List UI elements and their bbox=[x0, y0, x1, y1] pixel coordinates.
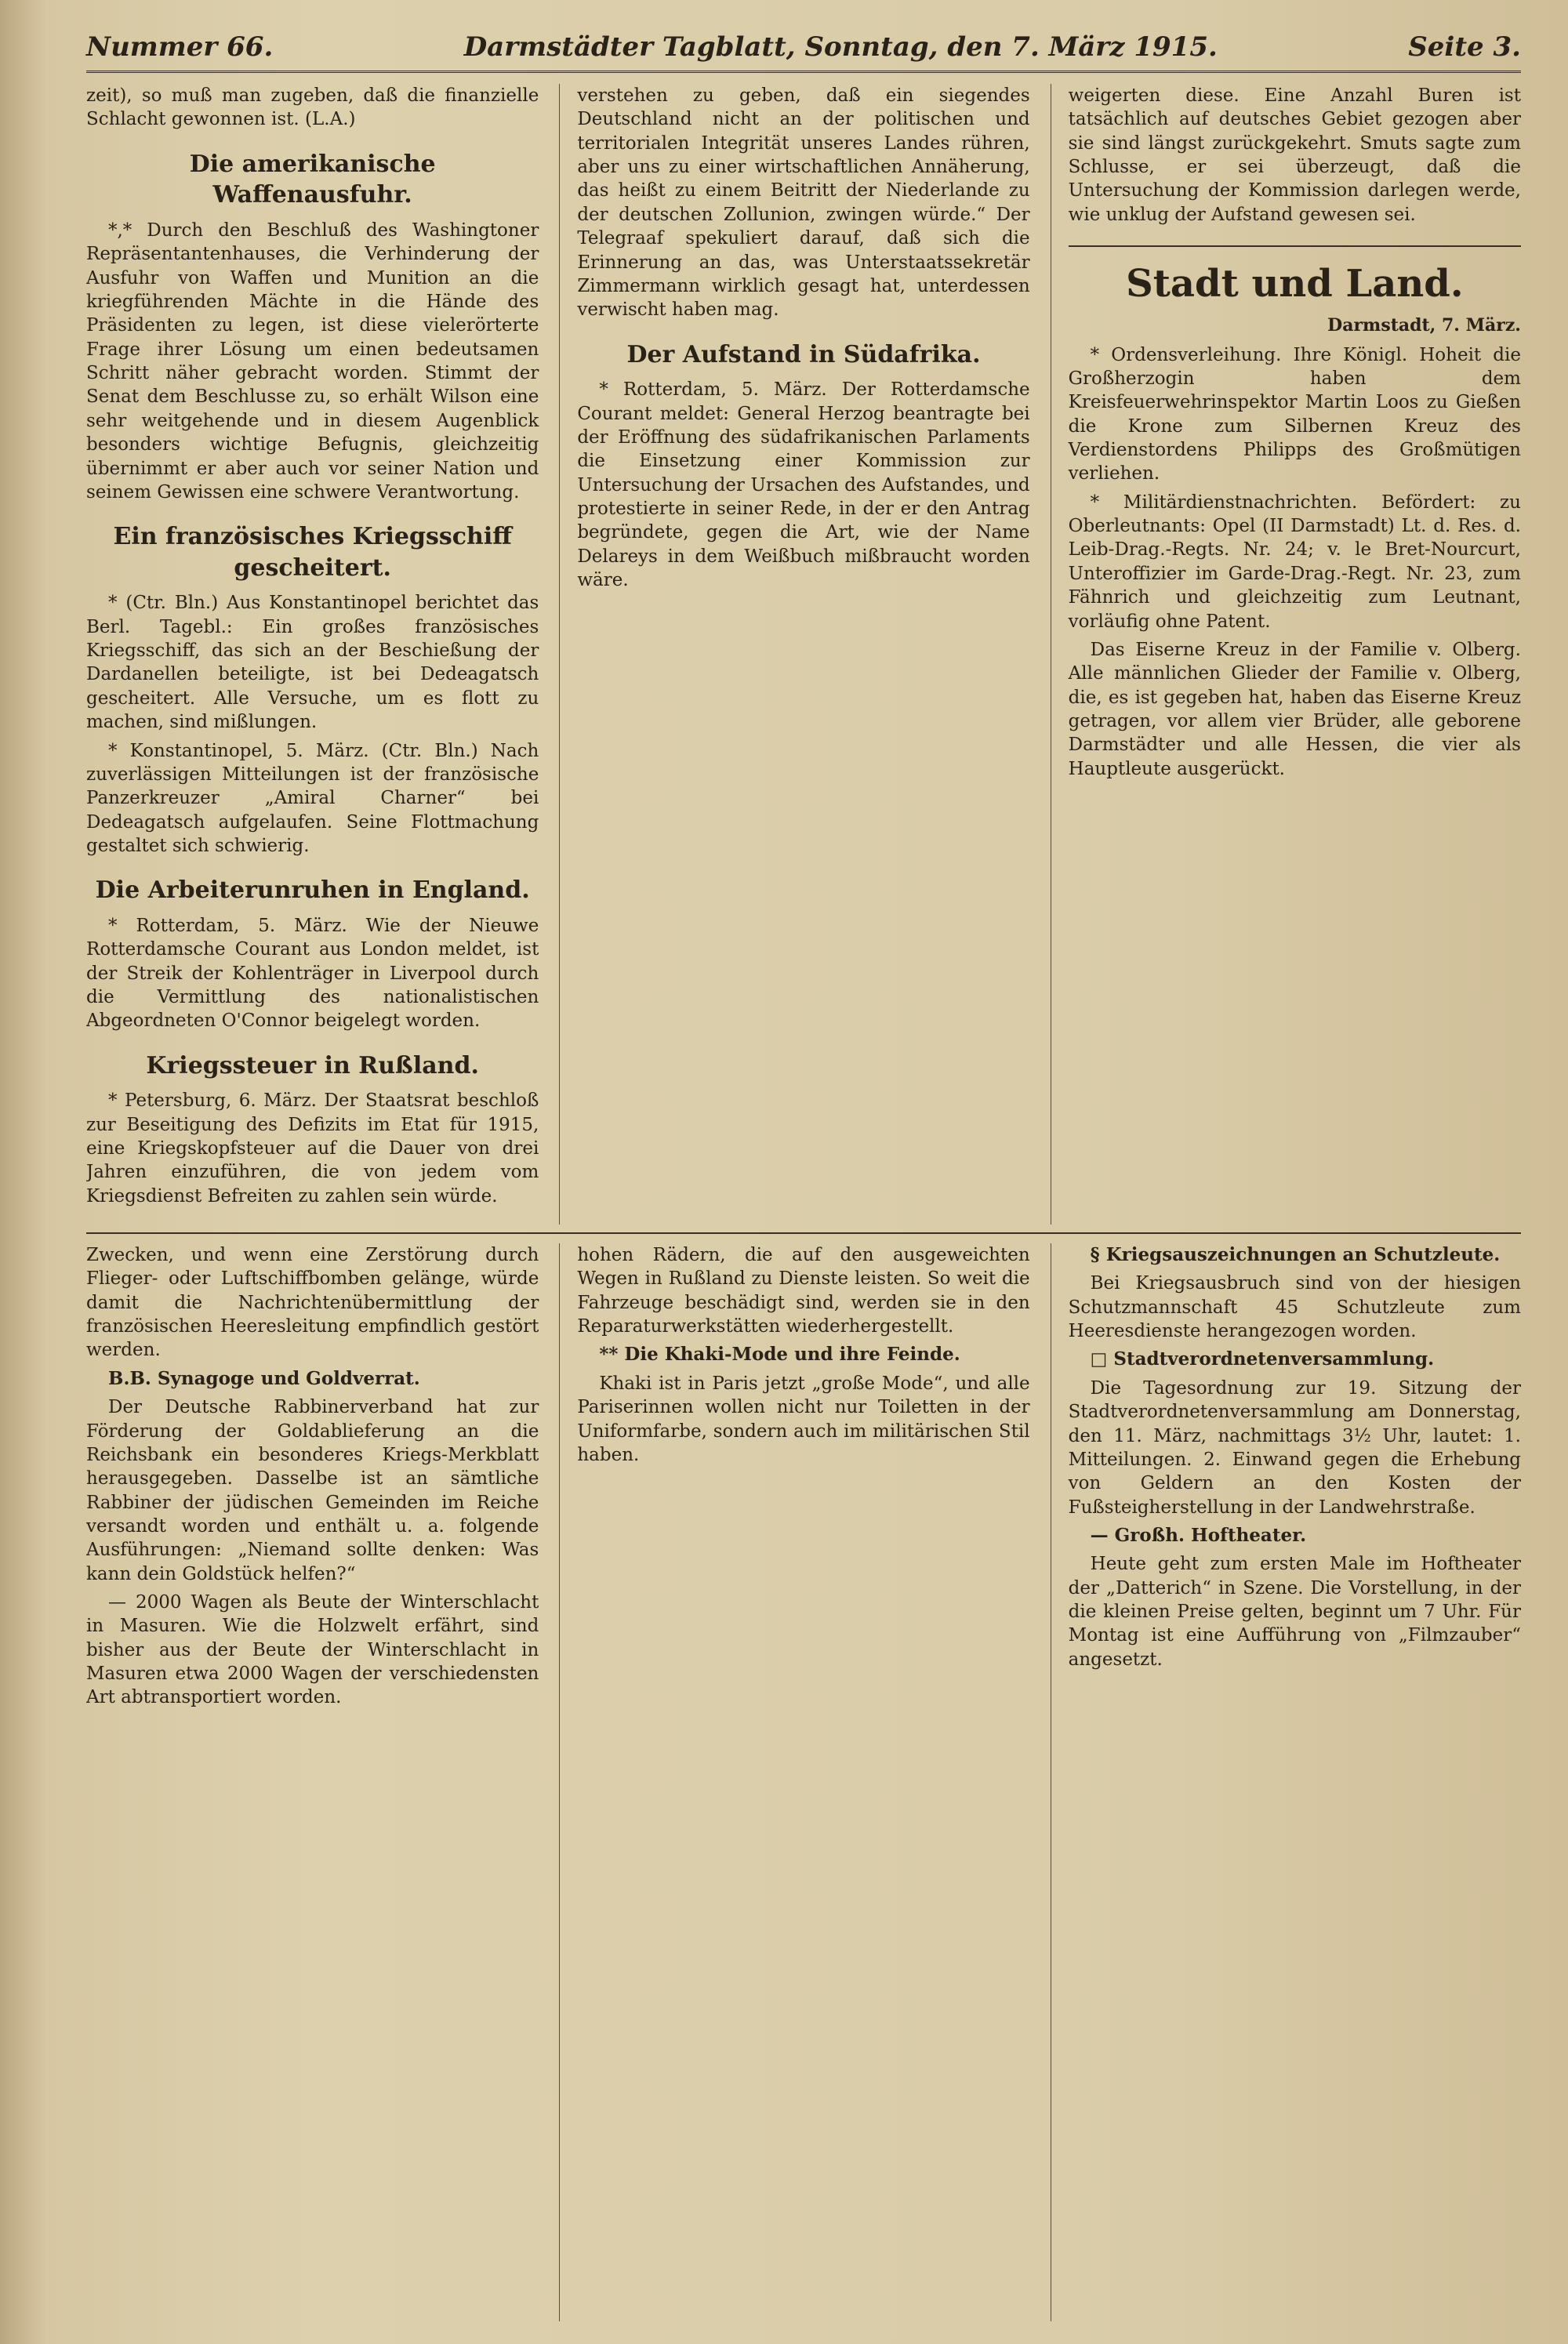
section-heading: Stadt und Land. bbox=[1069, 245, 1521, 309]
article-text: * Petersburg, 6. März. Der Staatsrat beschloß zur Beseitigung des Defizits im Etat für 1915, eine Kriegskopfsteuer auf die Dauer von drei Jahren einzuführen, die von jedem vom Kriegsdienst Befreiten zu zahlen sein würde. bbox=[86, 1090, 539, 1206]
article-text: hohen Rädern, die auf den ausgeweichten Wegen in Rußland zu Dienste leisten. So weit die Fahrzeuge beschädigt sind, werden sie in den Reparaturwerkstätten wiederhergestellt. bbox=[577, 1245, 1030, 1337]
article-heading: Der Aufstand in Südafrika. bbox=[626, 340, 981, 368]
article-heading: Die Arbeiterunruhen in England. bbox=[95, 876, 530, 905]
dateline: Darmstadt, 7. März. bbox=[1327, 314, 1521, 336]
article-heading: § Kriegsauszeichnungen an Schutzleute. bbox=[1090, 1244, 1501, 1265]
lower-column-2 bbox=[559, 1243, 1029, 2321]
lower-column-3 bbox=[1051, 1243, 1521, 2321]
article-text: * Rotterdam, 5. März. Wie der Nieuwe Rotterdamsche Courant aus London meldet, ist der Streik der Kohlenträger in Liverpool durch die Vermittlung des nationalistischen Abgeordneten O'Connor beigelegt worden. bbox=[86, 915, 539, 1032]
issue-number: Nummer 66. bbox=[86, 31, 274, 63]
masthead-title: Darmstädter Tagblatt, Sonntag, den 7. März 1915. bbox=[463, 31, 1218, 63]
article-text: Die Tagesordnung zur 19. Sitzung der Stadtverordnetenversammlung am Donnerstag, den 11. März, nachmittags 3½ Uhr, lautet: 1. Mitteilungen. 2. Einwand gegen die Erhebung von Geldern an den Kosten der Fußsteigherstellung in der Landwehrstraße. bbox=[1068, 1377, 1521, 1518]
article-text: * Konstantinopel, 5. März. (Ctr. Bln.) Nach zuverlässigen Mitteilungen ist der französische Panzerkreuzer „Amiral Charner“ bei Dedeagatsch aufgelaufen. Seine Flottmachung gestaltet sich schwierig. bbox=[86, 740, 539, 856]
article-text: * Ordensverleihung. Ihre Königl. Hoheit die Großherzogin haben dem Kreisfeuerwehrinspektor Martin Loos zu Gießen die Krone zum Silbernen Kreuz des Verdienstordens Philipps des Großmütigen verliehen. bbox=[1068, 344, 1521, 484]
article-text: Bei Kriegsausbruch sind von der hiesigen Schutzmannschaft 45 Schutzleute zum Heeresdienste herangezogen worden. bbox=[1068, 1273, 1521, 1342]
article-text: * Militärdienstnachrichten. Befördert: zu Oberleutnants: Opel (II Darmstadt) Lt. d. Res. d. Leib-Drag.-Regts. Nr. 24; v. le Bret-Nourcurt, Unteroffizier im Garde-Drag.-Regt. Nr. 23, zum Fähnrich und gleichzeitig zum Leutnant, vorläufig ohne Patent. bbox=[1068, 492, 1521, 632]
article-heading: Kriegssteuer in Rußland. bbox=[146, 1051, 479, 1079]
article-text: Der Deutsche Rabbinerverband hat zur Förderung der Goldablieferung an die Reichsbank ein besonderes Kriegs-Merkblatt herausgegeben. Dasselbe ist an sämtliche Rabbiner der jüdischen Gemeinden im Reiche versandt worden und enthält u. a. folgende Ausführungen: „Niemand sollte denken: Was kann dein Goldstück helfen?“ bbox=[86, 1397, 539, 1584]
article-text: Khaki ist in Paris jetzt „große Mode“, und alle Pariserinnen wollen nicht nur Toiletten in der Uniformfarbe, sondern auch im militärischen Stil haben. bbox=[577, 1373, 1030, 1465]
article-heading: Ein französisches Kriegsschiff gescheitert. bbox=[113, 523, 512, 582]
article-text: * (Ctr. Bln.) Aus Konstantinopel berichtet das Berl. Tagebl.: Ein großes französisches Kriegsschiff, das sich an der Beschießung der Dardanellen beteiligte, ist bei Dedeagatsch gescheitert. Alle Versuche, um es flott zu machen, sind mißlungen. bbox=[86, 593, 539, 733]
article-text: weigerten diese. Eine Anzahl Buren ist tatsächlich auf deutsches Gebiet gezogen aber sie sind längst zurückgekehrt. Smuts sagte zum Schlusse, er sei überzeugt, daß die Untersuchung der Kommission darlegen werde, wie unklug der Aufstand gewesen sei. bbox=[1068, 85, 1521, 225]
article-heading: B.B. Synagoge und Goldverrat. bbox=[108, 1367, 420, 1389]
article-text: Heute geht zum ersten Male im Hoftheater der „Datterich“ in Szene. Die Vorstellung, in der die kleinen Preise gelten, beginnt um 7 Uhr. Für Montag ist eine Aufführung von „Filmzauber“ angesetzt. bbox=[1068, 1554, 1521, 1670]
column-1 bbox=[86, 84, 539, 1225]
article-text: Zwecken, und wenn eine Zerstörung durch Flieger- oder Luftschiffbomben gelänge, würde damit die Nachrichtenübermittlung der französischen Heeresleitung empfindlich gestört werden. bbox=[86, 1245, 539, 1361]
article-heading: Die amerikanische Waffenausfuhr. bbox=[189, 150, 436, 209]
masthead bbox=[86, 31, 1521, 73]
article-heading: ** Die Khaki-Mode und ihre Feinde. bbox=[599, 1344, 960, 1366]
upper-columns bbox=[86, 84, 1521, 1225]
article-text: Das Eiserne Kreuz in der Familie v. Olberg. Alle männlichen Glieder der Familie v. Olberg, die, es ist gegeben hat, haben das Eiserne Kreuz getragen, vor allem vier Brüder, alle geborene Darmstädter und alle Hessen, die vier als Hauptleute ausgerückt. bbox=[1068, 639, 1521, 779]
lower-column-1 bbox=[86, 1243, 539, 2321]
page-number: Seite 3. bbox=[1408, 31, 1521, 63]
article-heading: □ Stadtverordnetenversammlung. bbox=[1090, 1348, 1435, 1370]
section-divider bbox=[86, 1232, 1521, 1234]
article-text: zeit), so muß man zugeben, daß die finanzielle Schlacht gewonnen ist. (L.A.) bbox=[86, 85, 539, 130]
article-heading: — Großh. Hoftheater. bbox=[1090, 1524, 1307, 1546]
article-text: — 2000 Wagen als Beute der Winterschlacht in Masuren. Wie die Holzwelt erfährt, sind bisher aus der Beute der Winterschlacht in Masuren etwa 2000 Wagen der verschiedensten Art abtransportiert worden. bbox=[86, 1592, 539, 1708]
lower-columns bbox=[86, 1243, 1521, 2321]
article-text: verstehen zu geben, daß ein siegendes Deutschland nicht an der politischen und territorialen Integrität unseres Landes rühren, aber uns zu einer wirtschaftlichen Annäherung, das heißt zu einem Beitritt der Niederlande zu der deutschen Zollunion, zwingen würde.“ Der Telegraaf spekuliert darauf, daß sich die Erinnerung an das, was Unterstaatssekretär Zimmermann wirklich gesagt hat, unterdessen verwischt haben mag. bbox=[577, 85, 1030, 321]
article-text: * Rotterdam, 5. März. Der Rotterdamsche Courant meldet: General Herzog beantragte bei der Eröffnung des südafrikanischen Parlaments die Einsetzung einer Kommission zur Untersuchung der Ursachen des Aufstandes, und protestierte in seiner Rede, in der er den Antrag begründete, gegen die Art, wie der Name Delareys in dem Weißbuch mißbraucht worden wäre. bbox=[577, 379, 1030, 591]
column-3 bbox=[1051, 84, 1521, 1225]
column-2 bbox=[559, 84, 1029, 1225]
article-text: *,* Durch den Beschluß des Washingtoner Repräsentantenhauses, die Verhinderung der Ausfuhr von Waffen und Munition an die kriegführenden Mächte in die Hände des Präsidenten zu legen, ist diese vielerörterte Frage ihrer Lösung um einen bedeutsamen Schritt näher gebracht worden. Stimmt der Senat dem Beschlusse zu, so erhält Wilson eine sehr weitgehende und in diesem Augenblick besonders wichtige Befugnis, gleichzeitig übernimmt er aber auch vor seiner Nation und seinem Gewissen eine schwere Verantwortung. bbox=[86, 220, 539, 503]
